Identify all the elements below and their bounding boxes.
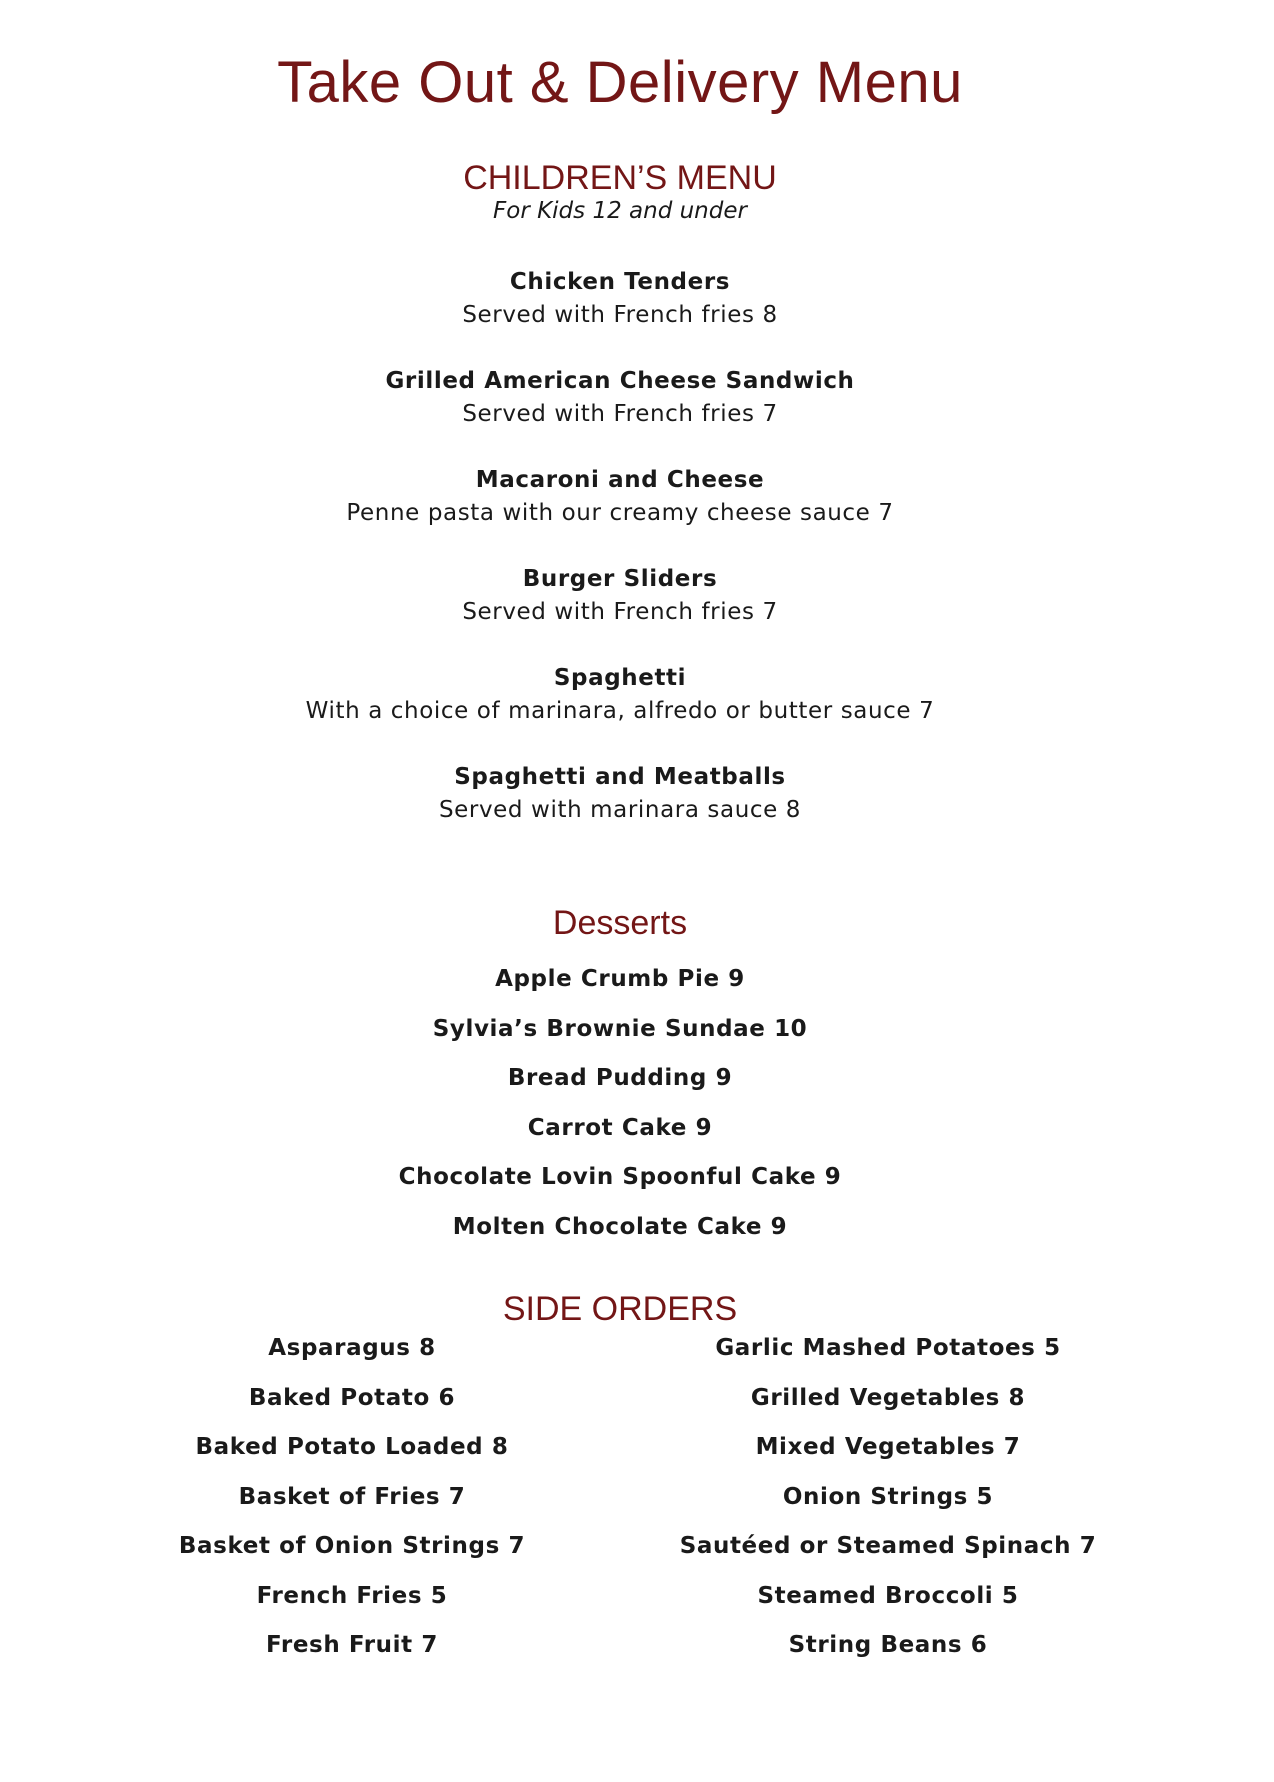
side-orders-heading: SIDE ORDERS	[502, 1290, 738, 1328]
list-item: Basket of Onion Strings 7	[178, 1533, 526, 1559]
list-item	[0, 662, 1240, 761]
item-name: Grilled American Cheese Sandwich	[385, 368, 855, 394]
list-item: Sylvia’s Brownie Sundae 10	[432, 1015, 808, 1042]
item-description: Served with French fries 7	[462, 401, 778, 427]
list-item: Mixed Vegetables 7	[755, 1434, 1021, 1460]
childrens-menu-list	[0, 266, 1240, 860]
side-orders-right-column	[628, 1332, 1148, 1679]
desserts-heading: Desserts	[552, 904, 688, 942]
list-item: Baked Potato Loaded 8	[195, 1434, 509, 1460]
list-item: Asparagus 8	[268, 1335, 436, 1361]
list-item: Fresh Fruit 7	[266, 1632, 438, 1658]
item-name: Spaghetti	[553, 665, 687, 691]
list-item: Apple Crumb Pie 9	[495, 966, 745, 992]
list-item: French Fries 5	[256, 1582, 448, 1609]
list-item: Garlic Mashed Potatoes 5	[715, 1335, 1061, 1361]
item-name: Spaghetti and Meatballs	[454, 764, 786, 790]
list-item: Baked Potato 6	[248, 1384, 456, 1411]
side-orders-left-column	[92, 1332, 612, 1679]
childrens-menu-subtitle: For Kids 12 and under	[493, 198, 747, 224]
list-item: Sautéed or Steamed Spinach 7	[679, 1533, 1097, 1559]
list-item	[0, 563, 1240, 662]
list-item: Molten Chocolate Cake 9	[452, 1213, 788, 1240]
item-description: Penne pasta with our creamy cheese sauce 7	[346, 500, 894, 526]
list-item: Grilled Vegetables 8	[750, 1384, 1026, 1411]
list-item	[0, 761, 1240, 860]
list-item: Bread Pudding 9	[507, 1065, 733, 1091]
list-item: Carrot Cake 9	[527, 1114, 713, 1141]
list-item: Steamed Broccoli 5	[757, 1582, 1019, 1609]
item-name: Macaroni and Cheese	[475, 467, 765, 493]
list-item: Onion Strings 5	[782, 1483, 994, 1510]
item-name: Burger Sliders	[522, 566, 718, 592]
list-item	[0, 365, 1240, 464]
item-description: Served with French fries 7	[462, 599, 778, 625]
childrens-menu-heading: CHILDREN’S MENU	[463, 159, 777, 197]
desserts-list	[0, 963, 1240, 1260]
item-description: With a choice of marinara, alfredo or butter sauce 7	[305, 698, 935, 724]
page-title: Take Out & Delivery Menu	[277, 50, 963, 115]
item-description: Served with French fries 8	[462, 302, 778, 328]
list-item	[0, 266, 1240, 365]
list-item: Basket of Fries 7	[238, 1483, 466, 1510]
item-description: Served with marinara sauce 8	[438, 797, 802, 823]
list-item: String Beans 6	[788, 1632, 988, 1658]
list-item: Chocolate Lovin Spoonful Cake 9	[398, 1164, 842, 1190]
item-name: Chicken Tenders	[509, 269, 731, 295]
list-item	[0, 464, 1240, 563]
